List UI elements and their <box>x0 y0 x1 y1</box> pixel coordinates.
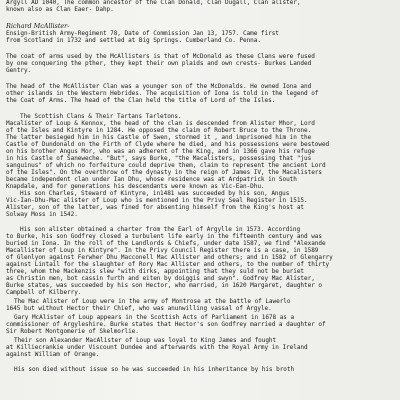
text-line: The head of the McAllister Clan was a younger son of the McDonalds. He owned Iona and <box>6 83 312 90</box>
text-line: against William of Orange. <box>6 351 100 358</box>
text-line: Ensign-British Army-Regiment 78, Date of Commission Jan 13, 1757. Came first <box>6 30 279 37</box>
text-line: Alister, son of the latter, was fined for absenting himself from the King's host at <box>6 204 305 211</box>
text-line: Knapdale, and for generations his descendants were known as Vic-Ean-Dhu. <box>6 183 265 190</box>
text-line: against Lintail for the slaughter of Rory Mac Allister and others, to the number of thirty <box>6 261 330 268</box>
text-line: Their son Alexander MacAlister of Loup was loyal to King James and fought <box>14 337 277 344</box>
section-heading: The Scottish Clans & Their Tartans Tarletons. <box>20 113 182 120</box>
text-line: in his Castle of Saneweche. "But", says Burke, "the Macalisters, possessing that "jus <box>6 155 312 162</box>
text-line: known also as Clan Eaer- Dahp. <box>6 6 114 13</box>
text-line: to Burke, his son Godfrey closed a turbulent life early in the fifteenth century and was <box>6 233 322 240</box>
text-line: Campbell of Kilberry. <box>6 289 82 296</box>
text-line: buried in Iona. In the roll of the Landlords & Chiefs, under date 1587, we find "Alexande <box>6 240 326 247</box>
text-line: 1645 but without Hector their Chief, who was anunwilling vassal of Argyle. <box>6 305 272 312</box>
text-line: from Scotland in 1732 and settled at Big Springs. Cumberland Co. Penna. <box>6 37 261 44</box>
text-line: the Coat of Arms. The head of the Clan held the title of Lord of the Isles. <box>6 97 276 104</box>
text-line: Sir Robert Montgomerie of Skelmorlie. <box>6 328 139 335</box>
text-line: commissioner of Argyleshire. Burke states that Hector's son Godfrey married a daughter of <box>6 321 326 328</box>
text-line: as Christin men, bot cassin furth and eiten by doiggis and swyn". Godfrey Mac Alister, <box>6 275 315 282</box>
text-line: other islands in the Western Hebrides. The acquisition of Iona is told in the legend of <box>6 90 319 97</box>
text-line: Argyll AD 1040, The common ancestor of the Clan Donald, Clan Dugall, Clan alister, <box>6 0 301 6</box>
text-line: His son died without issue so he was succeeded in his inheritance by his broth <box>14 366 295 373</box>
text-line: Gentry. <box>6 67 32 74</box>
text-line: The latter besieged him in his Castle of Swen, stormed it , and imprisoned him in the <box>6 134 312 141</box>
text-line: Macallister of Loup in Kintyre". In the Privy Council Register there is a case, in 1589 <box>6 247 319 254</box>
text-line: Macalister of Loup & Kennox, the head of the clan is descended from Alister Mhor, Lord <box>6 120 315 127</box>
text-line: Gary McAlister of Loup appears in the Scottish Acts of Parliament in 1678 as a <box>14 314 295 321</box>
text-line: became independent clan under Ian Dhu, whose residence was at Ardpatrick in South <box>6 176 297 183</box>
text-line: of the Isles and Kintyre in 1284. He opposed the claim of Robert Bruce to the Throne. <box>6 127 312 134</box>
text-line: at Killiecrankie under Viscount Dundee and afterwards with the Royal Army in Ireland <box>6 344 308 351</box>
text-line: of Glenlyon against Ferwher Dhu Macconell Mac Allister and others; and in 1582 of Glengarry <box>6 254 333 261</box>
text-line: Castle of Dundonald on the Firth of Clyde where he died, and his possessions were bestowed <box>6 141 330 148</box>
text-line: by one conquering the pther, they kept their own plaids and own crests- Burkes Landed <box>6 60 312 67</box>
text-line: three, whom the Mackenzis slew "with dirks, appointing that they suld not be buriet <box>6 268 305 275</box>
text-line: Solway Moss in 1542. <box>6 211 78 218</box>
text-line: Richard McAllister- <box>6 22 70 30</box>
text-line: The Mac Alister of Loup were in the army of Montrose at the battle of Lawerlo <box>14 298 291 305</box>
text-line: His son alister obtained a charter from the Earl of Argylle in 1573. According <box>20 226 301 233</box>
text-line: Vic-Ian-Dhu-Mac alister of Loup who is mentioned in the Privy Seal Register in 1515. <box>6 197 308 204</box>
text-line: The coat of arms used by the McAllisters is that of McDonald as these Clans were fused <box>6 53 315 60</box>
text-line: sanguinus" of which no forfeiture could deprive them, claim to represent the ancient Lord <box>6 162 326 169</box>
text-line: on his brother Angus Mor, who was an adherent of the King, and in 1366 gave his refuge <box>6 148 315 155</box>
text-line: Burke states, was succeeded by his son Hector, who married, in 1620 Margaret, daughter o <box>6 282 322 289</box>
text-line: of the Isles". On the overthrow of the dynasty in the reign of James IV, the Macalisters <box>6 169 322 176</box>
text-line: His son Charles, Steward of Kintyre, in1481 was succeeded by his son, Angus <box>20 190 290 197</box>
